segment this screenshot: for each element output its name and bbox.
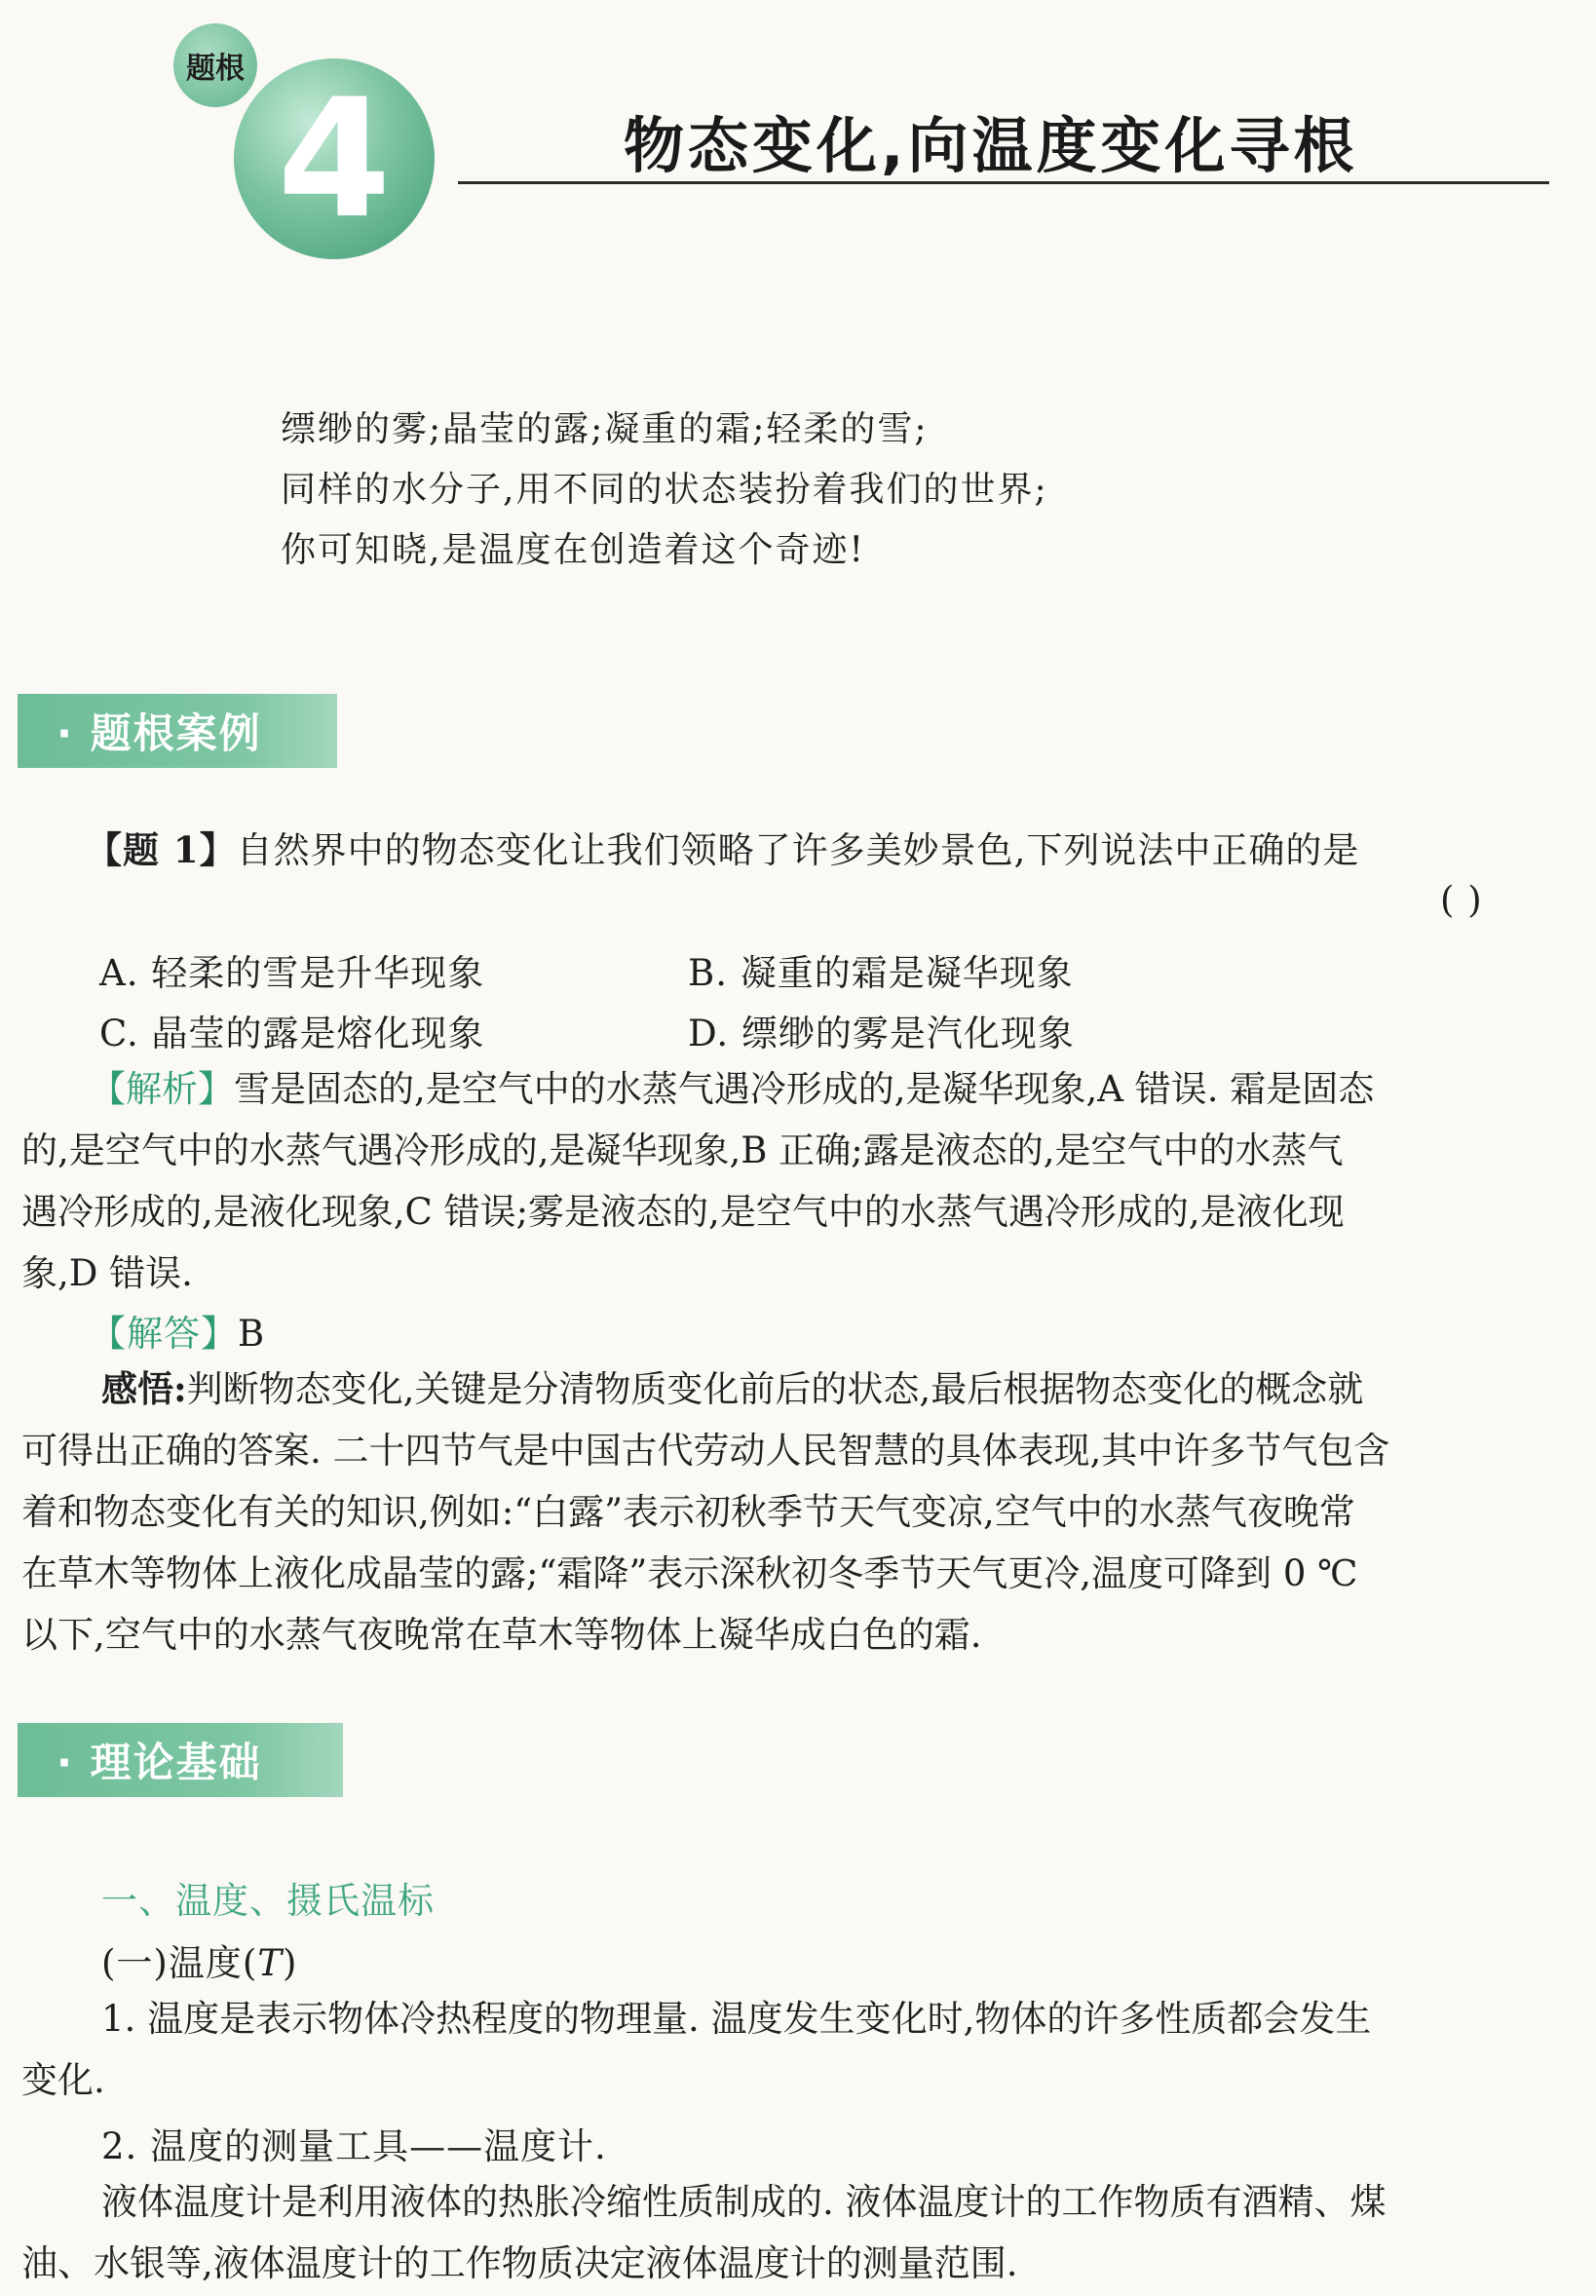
analysis-line: 象,D 错误. (21, 1252, 193, 1294)
option-c: C. 晶莹的露是熔化现象 (99, 1013, 485, 1054)
theory-item-1 (21, 1988, 1580, 2111)
theory-item-3 (21, 2171, 1580, 2294)
answer-tag: 【解答】 (90, 1313, 238, 1355)
theory-line: 油、水银等,液体温度计的工作物质决定液体温度计的测量范围. (21, 2242, 1018, 2284)
theory-heading: 一、温度、摄氏温标 (101, 1880, 435, 1922)
analysis-line: 遇冷形成的,是液化现象,C 错误;雾是液态的,是空气中的水蒸气遇冷形成的,是液化现 (21, 1191, 1345, 1233)
subheading-prefix: (一)温度( (101, 1942, 258, 1984)
analysis-block (21, 1058, 1580, 1304)
theory-subheading (101, 1933, 297, 1986)
title-divider (458, 181, 1549, 184)
chapter-number: 4 (234, 58, 435, 259)
theory-line: 1. 温度是表示物体冷热程度的物理量. 温度发生变化时,物体的许多性质都会发生 (101, 1998, 1372, 2040)
subheading-suffix: ) (283, 1942, 298, 1984)
theory-line: 变化. (21, 2059, 105, 2101)
insight-line: 在草木等物体上液化成晶莹的露;“霜降”表示深秋初冬季节天气更冷,温度可降到 0 ℃ (21, 1552, 1358, 1594)
insight-label: 感悟: (101, 1367, 187, 1410)
poem-line: 缥缈的雾;晶莹的露;凝重的霜;轻柔的雪; (281, 409, 929, 449)
analysis-line: 的,是空气中的水蒸气遇冷形成的,是凝华现象,B 正确;露是液态的,是空气中的水蒸气 (21, 1129, 1344, 1171)
answer-value: B (238, 1313, 266, 1355)
insight-line: 着和物态变化有关的知识,例如:“白露”表示初秋季节天气变凉,空气中的水蒸气夜晚常 (21, 1491, 1355, 1533)
temperature-symbol: T (257, 1942, 283, 1984)
poem-line: 你可知晓,是温度在创造着这个奇迹! (281, 530, 865, 570)
option-b: B. 凝重的霜是凝华现象 (688, 952, 1074, 994)
chapter-tag: 题根 (173, 23, 257, 107)
question-text: 自然界中的物态变化让我们领略了许多美妙景色,下列说法中正确的是 (236, 829, 1360, 871)
analysis-line: 雪是固态的,是空气中的水蒸气遇冷形成的,是凝华现象,A 错误. 霜是固态 (234, 1068, 1375, 1110)
theory-item-2: 2. 温度的测量工具——温度计. (101, 2125, 607, 2167)
insight-line: 判断物态变化,关键是分清物质变化前后的状态,最后根据物态变化的概念就 (186, 1368, 1364, 1410)
answer-line (90, 1304, 265, 1357)
insight-line: 以下,空气中的水蒸气夜晚常在草木等物体上凝华成白色的霜. (21, 1614, 982, 1656)
insight-block (21, 1358, 1580, 1665)
section-banner-theory: · 理论基础 (18, 1723, 343, 1797)
question-tag: 【题 1】 (86, 828, 237, 871)
page-title: 物态变化,向温度变化寻根 (624, 110, 1358, 181)
question-1 (86, 821, 1359, 873)
option-a: A. 轻柔的雪是升华现象 (99, 952, 485, 994)
analysis-tag: 【解析】 (90, 1068, 234, 1110)
chapter-badge (173, 18, 446, 261)
option-d: D. 缥缈的雾是汽化现象 (688, 1013, 1075, 1054)
intro-poem (281, 400, 1048, 581)
answer-blank: ( ) (1440, 879, 1483, 921)
theory-line: 液体温度计是利用液体的热胀冷缩性质制成的. 液体温度计的工作物质有酒精、煤 (101, 2181, 1387, 2223)
section-banner-cases: · 题根案例 (18, 694, 337, 768)
insight-line: 可得出正确的答案. 二十四节气是中国古代劳动人民智慧的具体表现,其中许多节气包含 (21, 1430, 1390, 1472)
poem-line: 同样的水分子,用不同的状态装扮着我们的世界; (281, 470, 1048, 510)
